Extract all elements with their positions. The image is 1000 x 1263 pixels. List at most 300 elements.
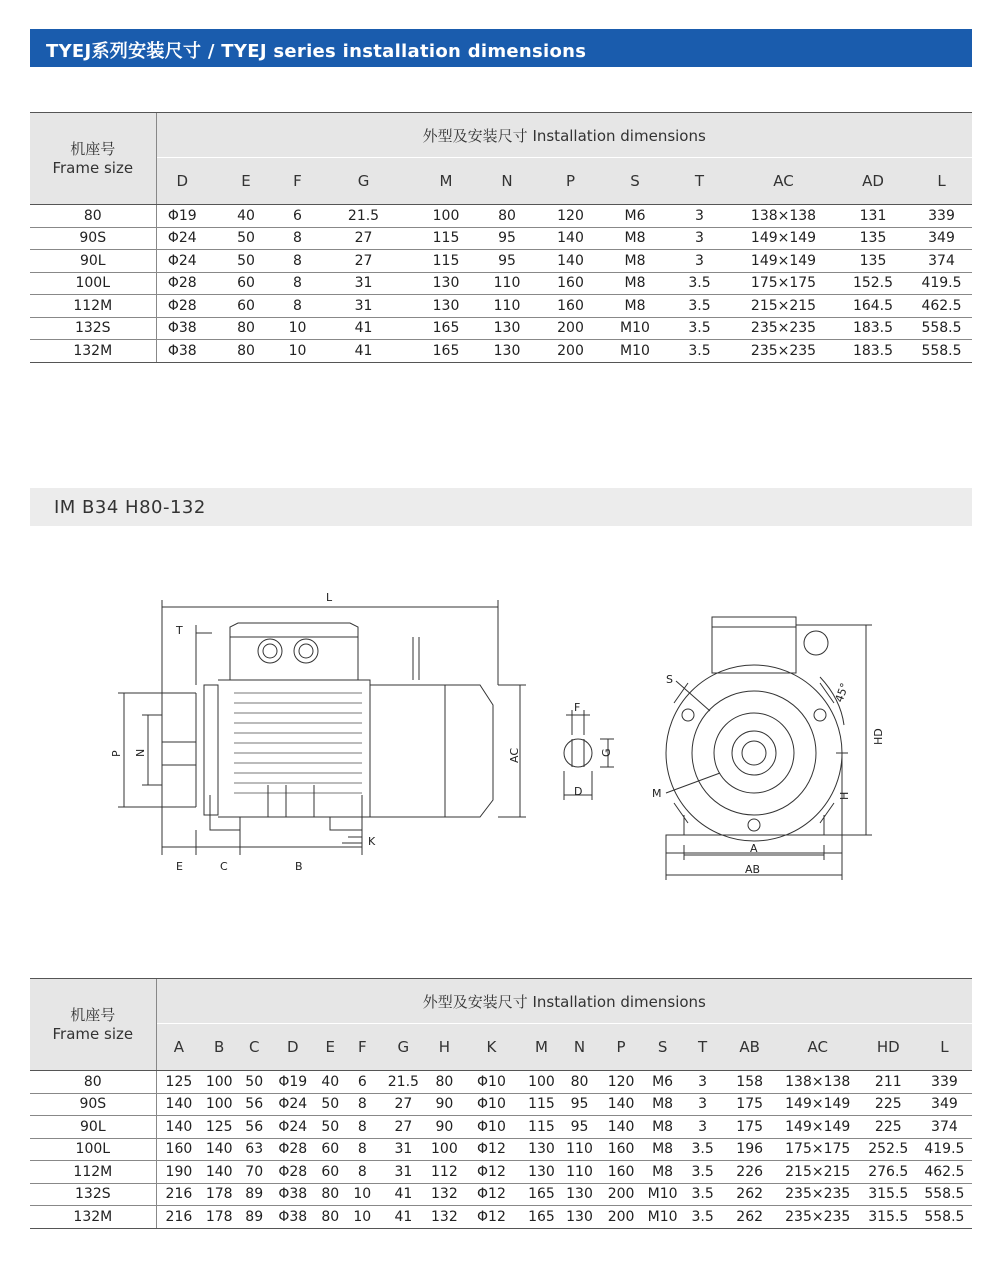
dimension-cell: 374 <box>917 1116 972 1139</box>
dimension-cell: 31 <box>378 1161 428 1184</box>
dimension-cell: Φ10 <box>460 1071 522 1094</box>
column-header-k: K <box>460 1024 522 1071</box>
table-row <box>30 1093 972 1116</box>
dimension-cell: 183.5 <box>835 340 911 363</box>
dimension-cell: 41 <box>378 1183 428 1206</box>
dimension-cell: 132 <box>428 1183 460 1206</box>
dimension-cell: 8 <box>346 1138 378 1161</box>
dimension-cell: 178 <box>201 1183 237 1206</box>
dimension-cell: 175×175 <box>776 1138 860 1161</box>
dimension-cell: 211 <box>860 1071 917 1094</box>
dimension-cell: M10 <box>644 1206 682 1229</box>
dimension-cell: 31 <box>311 295 416 318</box>
frame-size-header <box>30 979 156 1071</box>
column-header-f: F <box>284 158 311 205</box>
dimension-cell: 80 <box>314 1206 346 1229</box>
frame-size-cell: 90L <box>30 250 156 273</box>
dimension-cell: 130 <box>416 272 476 295</box>
dimension-cell: 90 <box>428 1093 460 1116</box>
dimension-cell: 40 <box>208 205 284 228</box>
dimension-cell: Φ19 <box>271 1071 314 1094</box>
dimension-cell: 235×235 <box>732 340 835 363</box>
dimension-cell: 56 <box>237 1093 271 1116</box>
dimension-cell: M10 <box>644 1183 682 1206</box>
dimension-cell: 315.5 <box>860 1206 917 1229</box>
frame-size-label-en: Frame size <box>52 158 134 177</box>
dimension-cell: 3.5 <box>682 1206 724 1229</box>
dimension-cell: 140 <box>599 1116 644 1139</box>
dimension-cell: 149×149 <box>732 227 835 250</box>
dimension-cell: 140 <box>201 1161 237 1184</box>
dimension-cell: M8 <box>644 1093 682 1116</box>
dimension-cell: 41 <box>311 340 416 363</box>
dimension-cell: 225 <box>860 1116 917 1139</box>
dimension-cell: 216 <box>156 1183 201 1206</box>
dimension-cell: 100 <box>428 1138 460 1161</box>
table-row <box>30 227 972 250</box>
dimension-cell: 41 <box>378 1206 428 1229</box>
dimension-cell: 115 <box>416 227 476 250</box>
column-header-a: A <box>156 1024 201 1071</box>
frame-size-cell: 132S <box>30 317 156 340</box>
dimension-cell: M10 <box>603 317 667 340</box>
table-row <box>30 295 972 318</box>
column-header-ac: AC <box>732 158 835 205</box>
dimension-cell: 140 <box>156 1116 201 1139</box>
dim-label-k: K <box>368 835 376 848</box>
dimension-cell: 175×175 <box>732 272 835 295</box>
dimension-cell: Φ28 <box>271 1161 314 1184</box>
frame-size-header <box>30 113 156 205</box>
dimension-cell: M6 <box>603 205 667 228</box>
dimension-cell: 165 <box>416 317 476 340</box>
dimension-cell: 89 <box>237 1206 271 1229</box>
dimension-cell: 115 <box>522 1093 560 1116</box>
column-header-b: B <box>201 1024 237 1071</box>
dimension-cell: 190 <box>156 1161 201 1184</box>
table-row <box>30 272 972 295</box>
column-header-ad: AD <box>835 158 911 205</box>
dimension-cell: Φ24 <box>271 1093 314 1116</box>
dimension-cell: 120 <box>538 205 603 228</box>
dimension-cell: 130 <box>522 1138 560 1161</box>
dimension-cell: Φ24 <box>271 1116 314 1139</box>
dimension-cell: Φ10 <box>460 1093 522 1116</box>
column-header-n: N <box>561 1024 599 1071</box>
column-header-d: D <box>156 158 208 205</box>
dimension-cell: Φ38 <box>271 1206 314 1229</box>
dimension-cell: 165 <box>522 1183 560 1206</box>
dimension-cell: 130 <box>561 1183 599 1206</box>
dimension-cell: 339 <box>917 1071 972 1094</box>
dimension-cell: 100 <box>201 1071 237 1094</box>
dimension-cell: 160 <box>156 1138 201 1161</box>
dimension-cell: 125 <box>156 1071 201 1094</box>
dimension-cell: 60 <box>208 272 284 295</box>
dimension-cell: M8 <box>603 227 667 250</box>
frame-size-cell: 112M <box>30 295 156 318</box>
dimension-cell: 3.5 <box>682 1183 724 1206</box>
dimension-cell: 160 <box>599 1138 644 1161</box>
dimension-cell: 110 <box>561 1138 599 1161</box>
dimension-cell: 140 <box>599 1093 644 1116</box>
dimension-cell: 50 <box>208 250 284 273</box>
table-row <box>30 1071 972 1094</box>
dim-label-e: E <box>176 860 183 873</box>
dimension-cell: 160 <box>538 272 603 295</box>
dimension-cell: 56 <box>237 1116 271 1139</box>
dimension-cell: 135 <box>835 227 911 250</box>
dim-label-c: C <box>220 860 228 873</box>
dimension-cell: 41 <box>311 317 416 340</box>
dimension-cell: 31 <box>311 272 416 295</box>
dimension-cell: 10 <box>346 1183 378 1206</box>
dim-label-d: D <box>574 785 583 798</box>
dimension-cell: 27 <box>378 1093 428 1116</box>
dimension-cell: 462.5 <box>911 295 972 318</box>
dimension-cell: 138×138 <box>776 1071 860 1094</box>
dimension-cell: 276.5 <box>860 1161 917 1184</box>
dimension-cell: 6 <box>346 1071 378 1094</box>
frame-size-label-en: Frame size <box>52 1024 134 1043</box>
frame-size-cell: 100L <box>30 1138 156 1161</box>
dimension-cell: 8 <box>284 227 311 250</box>
dim-label-n: N <box>134 748 147 757</box>
dimension-cell: 132 <box>428 1206 460 1229</box>
dimension-cell: 10 <box>284 340 311 363</box>
dim-label-ac: AC <box>508 747 521 763</box>
dimension-cell: 165 <box>522 1206 560 1229</box>
column-header-g: G <box>378 1024 428 1071</box>
dimension-cell: 419.5 <box>917 1138 972 1161</box>
dimension-cell: 3.5 <box>667 317 732 340</box>
dimension-cell: 89 <box>237 1183 271 1206</box>
column-header-s: S <box>644 1024 682 1071</box>
dimension-cell: 21.5 <box>311 205 416 228</box>
dimension-cell: 149×149 <box>776 1116 860 1139</box>
table-row <box>30 205 972 228</box>
dimension-cell: Φ28 <box>156 272 208 295</box>
dimension-cell: 140 <box>538 250 603 273</box>
column-header-l: L <box>911 158 972 205</box>
dimension-cell: 115 <box>416 250 476 273</box>
frame-size-cell: 90L <box>30 1116 156 1139</box>
dimension-cell: M8 <box>603 250 667 273</box>
dimension-cell: 110 <box>476 295 538 318</box>
dimension-cell: Φ12 <box>460 1206 522 1229</box>
dimension-cell: 558.5 <box>917 1206 972 1229</box>
section-title: IM B34 H80-132 <box>54 497 206 518</box>
dimension-cell: 8 <box>284 295 311 318</box>
dim-label-s: S <box>666 673 673 686</box>
column-header-e: E <box>314 1024 346 1071</box>
dimension-cell: 3.5 <box>667 295 732 318</box>
dimension-cell: 160 <box>538 295 603 318</box>
dimension-cell: 196 <box>724 1138 776 1161</box>
dimension-cell: 175 <box>724 1116 776 1139</box>
section-header <box>30 488 972 526</box>
frame-size-cell: 80 <box>30 1071 156 1094</box>
dimension-cell: 130 <box>561 1206 599 1229</box>
table-row <box>30 340 972 363</box>
dimension-cell: 80 <box>314 1183 346 1206</box>
dimension-cell: 110 <box>561 1161 599 1184</box>
frame-size-cell: 100L <box>30 272 156 295</box>
dimension-cell: Φ12 <box>460 1138 522 1161</box>
column-header-t: T <box>667 158 732 205</box>
dimension-cell: 152.5 <box>835 272 911 295</box>
column-header-ab: AB <box>724 1024 776 1071</box>
column-header-n: N <box>476 158 538 205</box>
frame-size-label-cn: 机座号 <box>70 139 116 158</box>
dimension-cell: 262 <box>724 1183 776 1206</box>
dimension-cell: 558.5 <box>917 1183 972 1206</box>
installation-dimensions-header: 外型及安装尺寸 Installation dimensions <box>156 979 972 1024</box>
dimension-cell: 339 <box>911 205 972 228</box>
dim-label-h: H <box>838 791 851 800</box>
dimension-cell: 149×149 <box>776 1093 860 1116</box>
dimension-cell: 60 <box>314 1161 346 1184</box>
frame-size-cell: 132M <box>30 340 156 363</box>
dim-label-l: L <box>326 591 333 604</box>
dimension-cell: 8 <box>346 1093 378 1116</box>
dimension-cell: 216 <box>156 1206 201 1229</box>
dimension-cell: 130 <box>416 295 476 318</box>
installation-dimensions-header: 外型及安装尺寸 Installation dimensions <box>156 113 972 158</box>
frame-size-cell: 112M <box>30 1161 156 1184</box>
dimension-cell: 225 <box>860 1093 917 1116</box>
dimension-cell: 110 <box>476 272 538 295</box>
dimension-cell: 50 <box>314 1116 346 1139</box>
dimension-cell: Φ28 <box>156 295 208 318</box>
column-header-hd: HD <box>860 1024 917 1071</box>
dimension-cell: 215×215 <box>732 295 835 318</box>
dimension-cell: M6 <box>644 1071 682 1094</box>
dimension-cell: 95 <box>561 1093 599 1116</box>
dim-label-g: G <box>600 748 613 757</box>
dim-label-f: F <box>574 701 581 714</box>
dimension-cell: 200 <box>538 317 603 340</box>
dimension-cell: M8 <box>603 295 667 318</box>
dimension-cell: Φ24 <box>156 250 208 273</box>
dimension-cell: 3 <box>667 227 732 250</box>
dimension-cell: 21.5 <box>378 1071 428 1094</box>
dim-label-ab: AB <box>745 863 761 876</box>
dimension-cell: 60 <box>314 1138 346 1161</box>
dimension-cell: 160 <box>599 1161 644 1184</box>
column-header-e: E <box>208 158 284 205</box>
dimension-cell: 200 <box>538 340 603 363</box>
dimensions-table-2 <box>30 978 972 1229</box>
column-header-d: D <box>271 1024 314 1071</box>
dimension-cell: 10 <box>284 317 311 340</box>
dimension-cell: 60 <box>208 295 284 318</box>
dimension-cell: Φ24 <box>156 227 208 250</box>
dimension-cell: 125 <box>201 1116 237 1139</box>
column-header-m: M <box>522 1024 560 1071</box>
dimension-cell: M8 <box>603 272 667 295</box>
column-header-c: C <box>237 1024 271 1071</box>
dimension-cell: 8 <box>284 250 311 273</box>
dimension-cell: 115 <box>522 1116 560 1139</box>
dimension-cell: 112 <box>428 1161 460 1184</box>
dimension-cell: 130 <box>476 340 538 363</box>
dimension-cell: 200 <box>599 1206 644 1229</box>
dimension-cell: 140 <box>156 1093 201 1116</box>
table-row <box>30 1138 972 1161</box>
dimension-cell: 27 <box>378 1116 428 1139</box>
dimension-cell: Φ19 <box>156 205 208 228</box>
dimension-cell: 374 <box>911 250 972 273</box>
dimension-cell: 80 <box>208 317 284 340</box>
dimension-cell: 3 <box>682 1093 724 1116</box>
dimension-cell: 315.5 <box>860 1183 917 1206</box>
dimension-cell: 50 <box>314 1093 346 1116</box>
dimension-cell: 262 <box>724 1206 776 1229</box>
dimension-cell: 558.5 <box>911 317 972 340</box>
frame-size-cell: 132M <box>30 1206 156 1229</box>
dimension-cell: 235×235 <box>732 317 835 340</box>
column-header-f: F <box>346 1024 378 1071</box>
dimension-cell: 164.5 <box>835 295 911 318</box>
dimension-cell: 140 <box>201 1138 237 1161</box>
dimension-cell: 95 <box>476 227 538 250</box>
frame-size-cell: 132S <box>30 1183 156 1206</box>
dimension-cell: Φ10 <box>460 1116 522 1139</box>
dimension-cell: 63 <box>237 1138 271 1161</box>
dim-label-a: A <box>750 842 758 855</box>
dim-label-m: M <box>652 787 662 800</box>
dim-label-p: P <box>110 750 123 757</box>
dimension-cell: 140 <box>538 227 603 250</box>
dimension-cell: 80 <box>208 340 284 363</box>
dimension-cell: 50 <box>208 227 284 250</box>
dimension-cell: 3 <box>682 1116 724 1139</box>
page-header <box>30 29 972 67</box>
table-row <box>30 1206 972 1229</box>
dimension-cell: M8 <box>644 1138 682 1161</box>
dimension-cell: 200 <box>599 1183 644 1206</box>
column-header-m: M <box>416 158 476 205</box>
dimension-cell: 90 <box>428 1116 460 1139</box>
dim-label-angle: 45° <box>832 681 852 705</box>
dimension-cell: 27 <box>311 250 416 273</box>
dimension-cell: 120 <box>599 1071 644 1094</box>
column-header-l: L <box>917 1024 972 1071</box>
dimension-cell: 40 <box>314 1071 346 1094</box>
dimension-cell: Φ38 <box>156 317 208 340</box>
column-header-s: S <box>603 158 667 205</box>
dimension-cell: 8 <box>346 1161 378 1184</box>
dimension-cell: 6 <box>284 205 311 228</box>
dimension-cell: 130 <box>476 317 538 340</box>
dimension-cell: 8 <box>346 1116 378 1139</box>
dimension-cell: M8 <box>644 1116 682 1139</box>
dimension-cell: 80 <box>476 205 538 228</box>
dimensions-table-1 <box>30 112 972 363</box>
page-title: TYEJ系列安装尺寸 / TYEJ series installation dimensions <box>46 41 587 62</box>
dimension-cell: 252.5 <box>860 1138 917 1161</box>
dimension-cell: Φ28 <box>271 1138 314 1161</box>
column-header-t: T <box>682 1024 724 1071</box>
dimension-cell: 80 <box>428 1071 460 1094</box>
dimension-cell: 10 <box>346 1206 378 1229</box>
dimension-cell: 149×149 <box>732 250 835 273</box>
dimension-cell: 235×235 <box>776 1183 860 1206</box>
dimension-cell: Φ12 <box>460 1161 522 1184</box>
dimension-cell: 95 <box>561 1116 599 1139</box>
dimension-cell: 131 <box>835 205 911 228</box>
dimension-cell: Φ12 <box>460 1183 522 1206</box>
frame-size-label-cn: 机座号 <box>70 1005 116 1024</box>
frame-size-cell: 80 <box>30 205 156 228</box>
dimension-cell: 178 <box>201 1206 237 1229</box>
dimension-cell: 215×215 <box>776 1161 860 1184</box>
dimension-cell: 226 <box>724 1161 776 1184</box>
motor-dimension-drawing <box>100 585 900 885</box>
dimension-cell: 3.5 <box>682 1138 724 1161</box>
dim-label-b: B <box>295 860 303 873</box>
dim-label-t: T <box>176 624 183 637</box>
dimension-cell: 462.5 <box>917 1161 972 1184</box>
table-row <box>30 250 972 273</box>
dimension-cell: 158 <box>724 1071 776 1094</box>
dimension-cell: 100 <box>201 1093 237 1116</box>
dimension-cell: 3 <box>682 1071 724 1094</box>
table-row <box>30 1161 972 1184</box>
dimension-cell: 419.5 <box>911 272 972 295</box>
column-header-p: P <box>599 1024 644 1071</box>
dimension-cell: 50 <box>237 1071 271 1094</box>
dimension-cell: 349 <box>917 1093 972 1116</box>
dimension-cell: 3.5 <box>667 340 732 363</box>
frame-size-cell: 90S <box>30 1093 156 1116</box>
dimension-cell: 70 <box>237 1161 271 1184</box>
dimension-cell: Φ38 <box>156 340 208 363</box>
dimension-cell: 135 <box>835 250 911 273</box>
dimension-cell: 558.5 <box>911 340 972 363</box>
dimension-cell: M8 <box>644 1161 682 1184</box>
dim-label-hd: HD <box>872 728 885 745</box>
dimension-cell: 3.5 <box>682 1161 724 1184</box>
dimension-cell: 165 <box>416 340 476 363</box>
dimension-cell: 3 <box>667 205 732 228</box>
dimension-cell: Φ38 <box>271 1183 314 1206</box>
table-row <box>30 1183 972 1206</box>
table-row <box>30 317 972 340</box>
dimension-cell: 175 <box>724 1093 776 1116</box>
dimension-cell: 349 <box>911 227 972 250</box>
dimension-cell: 3 <box>667 250 732 273</box>
dimension-cell: 27 <box>311 227 416 250</box>
dimension-cell: 100 <box>522 1071 560 1094</box>
dimension-cell: 138×138 <box>732 205 835 228</box>
dimension-cell: 31 <box>378 1138 428 1161</box>
column-header-g: G <box>311 158 416 205</box>
column-header-p: P <box>538 158 603 205</box>
dimension-cell: 183.5 <box>835 317 911 340</box>
dimension-cell: 130 <box>522 1161 560 1184</box>
dimension-cell: 80 <box>561 1071 599 1094</box>
column-header-ac: AC <box>776 1024 860 1071</box>
dimension-cell: 8 <box>284 272 311 295</box>
dimension-cell: 235×235 <box>776 1206 860 1229</box>
frame-size-cell: 90S <box>30 227 156 250</box>
column-header-h: H <box>428 1024 460 1071</box>
dimension-cell: 95 <box>476 250 538 273</box>
table-row <box>30 1116 972 1139</box>
dimension-cell: M10 <box>603 340 667 363</box>
